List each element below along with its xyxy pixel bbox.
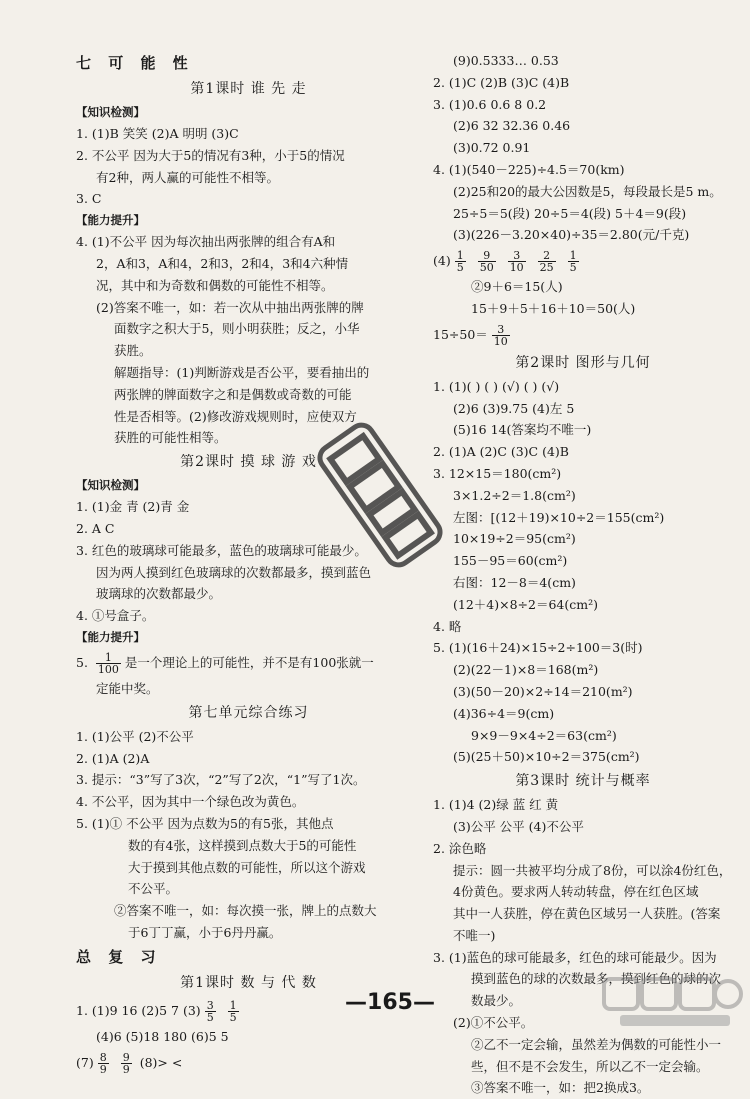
answer-line: 提示：圆一共被平均分成了8份，可以涂4份红色， bbox=[453, 862, 732, 878]
answer-line: ②乙不一定会输，虽然差为偶数的可能性小一 bbox=[471, 1036, 722, 1052]
chapter-title: 七 可 能 性 bbox=[76, 54, 194, 72]
answer-line: (5)16 14(答案均不唯一) bbox=[453, 422, 592, 438]
answer-line: 5. $\frac{1}{100}$ 是一个理论上的可能性，并不是有100张就一 bbox=[76, 650, 374, 676]
answer-line: 2. (1)A (2)A bbox=[76, 750, 150, 766]
lesson-title: 第2课时 图形与几何 bbox=[515, 354, 651, 371]
answer-line: 4. 不公平，因为其中一个绿色改为黄色。 bbox=[76, 794, 305, 810]
answer-line: (2)①不公平。 bbox=[453, 1015, 534, 1031]
answer-line: 4. (1)(540－225)÷4.5＝70(km) bbox=[433, 161, 625, 177]
answer-line: 不唯一) bbox=[453, 927, 496, 943]
answer-line: 10×19÷2＝95(cm²) bbox=[453, 531, 576, 547]
fraction: $\frac{2}{25}$ bbox=[539, 249, 554, 275]
section-tag: 【能力提升】 bbox=[76, 213, 145, 228]
chapter-title: 总 复 习 bbox=[76, 947, 162, 966]
answer-line: 3. (1)蓝色的球可能最多，红色的球可能最少。因为 bbox=[433, 949, 717, 965]
answer-line: (3)0.72 0.91 bbox=[453, 140, 531, 156]
answer-line: 5. (1)① 不公平 因为点数为5的有5张，其他点 bbox=[76, 815, 334, 831]
lesson-title: 第1课时 数 与 代 数 bbox=[180, 974, 317, 991]
answer-line: 玻璃球的次数都最少。 bbox=[96, 586, 222, 602]
answer-line: 9×9－9×4÷2＝63(cm²) bbox=[471, 727, 617, 743]
answer-line: 4份黄色。要求两人转动转盘，停在红色区域 bbox=[453, 884, 699, 900]
answer-line: (2)6 (3)9.75 (4)左 5 bbox=[453, 400, 575, 416]
answer-line: 定能中奖。 bbox=[96, 680, 159, 696]
answer-line: 数的有4张，这样摸到点数大于5的可能性 bbox=[128, 837, 357, 853]
answer-line: ②9＋6＝15(人) bbox=[471, 279, 563, 295]
answer-line: 3. 提示：“3”写了3次，“2”写了2次，“1”写了1次。 bbox=[76, 772, 366, 788]
answer-line: 摸到蓝色的球的次数最多，摸到红色的球的次 bbox=[471, 971, 722, 987]
answer-line: ②答案不唯一，如：每次摸一张，牌上的点数大 bbox=[114, 903, 377, 919]
right-column bbox=[433, 50, 733, 1099]
answer-line: 2，A和3，A和4，2和3，2和4，3和4六种情 bbox=[96, 255, 349, 271]
answer-line: 4. 略 bbox=[433, 618, 462, 634]
section-tag: 【能力提升】 bbox=[76, 629, 145, 644]
answer-line: 些，但不是不会发生，所以乙不一定会输。 bbox=[471, 1058, 709, 1074]
answer-line: (2)(22－1)×8＝168(m²) bbox=[453, 662, 599, 678]
answer-line: (4)36÷4＝9(cm) bbox=[453, 705, 555, 721]
answer-line: 两张牌的牌面数字之和是偶数或奇数的可能 bbox=[114, 386, 352, 402]
fraction: $\frac{3}{10}$ bbox=[493, 322, 508, 348]
lesson-title: 第七单元综合练习 bbox=[188, 704, 309, 721]
answer-line: 2. 不公平 因为大于5的情况有3种，小于5的情况 bbox=[76, 147, 345, 163]
answer-line: 1. (1)金 青 (2)青 金 bbox=[76, 499, 190, 515]
answer-line: 2. 涂色略 bbox=[433, 840, 487, 856]
section-tag: 【知识检测】 bbox=[76, 105, 145, 119]
answer-line: (4)6 (5)18 180 (6)5 5 bbox=[96, 1028, 229, 1044]
answer-line: 2. A C bbox=[76, 520, 115, 536]
answer-line: 数最少。 bbox=[471, 993, 522, 1009]
fraction: $\frac{1}{100}$ bbox=[97, 650, 119, 676]
answer-line: (2)答案不唯一，如：若一次从中抽出两张牌的牌 bbox=[96, 299, 364, 315]
answer-line: 2. (1)C (2)B (3)C (4)B bbox=[433, 74, 570, 90]
answer-line: 15＋9＋5＋16＋10＝50(人) bbox=[471, 300, 636, 316]
answer-line: 3. 红色的玻璃球可能最多，蓝色的玻璃球可能最少。 bbox=[76, 542, 367, 558]
answer-line: 4. (1)不公平 因为每次抽出两张牌的组合有A和 bbox=[76, 234, 336, 250]
answer-line: 性是否相等。(2)修改游戏规则时，应使双方 bbox=[114, 408, 357, 424]
answer-line: 右图：12－8＝4(cm) bbox=[453, 574, 576, 590]
fraction: $\frac{9}{50}$ bbox=[479, 249, 494, 275]
watermark-stamp-icon bbox=[300, 395, 460, 595]
answer-line: 于6丁丁赢，小于6丹丹赢。 bbox=[128, 924, 282, 940]
answer-line: 15÷50＝ $\frac{3}{10}$ bbox=[433, 322, 508, 348]
answer-line: (4) $\frac{1}{5}$ $\frac{9}{50}$ $\frac{3}{10}$ $\frac{2}{25}$ $\frac{1}{5}$ bbox=[433, 249, 577, 275]
answer-line: (3)(226－3.20×40)÷35＝2.80(元/千克) bbox=[453, 227, 690, 243]
answer-line: (12＋4)×8÷2＝64(cm²) bbox=[453, 596, 598, 612]
answer-line: 大于摸到其他点数的可能性，所以这个游戏 bbox=[128, 859, 366, 875]
fraction: $\frac{8}{9}$ bbox=[99, 1050, 107, 1076]
answer-line: 因为两人摸到红色玻璃球的次数都最多，摸到蓝色 bbox=[96, 564, 372, 580]
fraction: $\frac{1}{5}$ bbox=[229, 998, 237, 1024]
fraction: $\frac{1}{5}$ bbox=[569, 249, 577, 275]
answer-line: (7) $\frac{8}{9}$ $\frac{9}{9}$ (8)> < bbox=[76, 1050, 183, 1076]
answer-line: 155－95＝60(cm²) bbox=[453, 553, 568, 569]
watermark-corner-logo-icon bbox=[600, 975, 745, 1030]
answer-line: (3)(50－20)×2÷14＝210(m²) bbox=[453, 683, 633, 699]
answer-line: 获胜的可能性相等。 bbox=[114, 430, 227, 446]
answer-line: ③答案不唯一，如：把2换成3。 bbox=[471, 1080, 650, 1096]
fraction: $\frac{3}{10}$ bbox=[509, 249, 524, 275]
answer-line: 3. C bbox=[76, 191, 102, 207]
answer-line: (5)(25＋50)×10÷2＝375(cm²) bbox=[453, 749, 640, 765]
answer-line: 25÷5＝5(段) 20÷5＝4(段) 5＋4＝9(段) bbox=[453, 205, 687, 221]
lesson-title: 第1课时 谁 先 走 bbox=[190, 81, 307, 97]
answer-line: 3. (1)0.6 0.6 8 0.2 bbox=[433, 96, 547, 112]
answer-line: 1. (1)( ) ( ) (√) ( ) (√) bbox=[433, 378, 560, 394]
answer-line: 有2种，两人赢的可能性不相等。 bbox=[96, 169, 279, 185]
answer-line: 1. (1)9 16 (2)5 7 (3) $\frac{3}{5}$ $\frac{1}{5}$ bbox=[76, 998, 237, 1024]
fraction: $\frac{9}{9}$ bbox=[122, 1050, 130, 1076]
answer-line: 2. (1)A (2)C (3)C (4)B bbox=[433, 444, 569, 460]
answer-line: (2)6 32 32.36 0.46 bbox=[453, 118, 571, 134]
answer-line: 1. (1)4 (2)绿 蓝 红 黄 bbox=[433, 797, 559, 813]
answer-line: 左图：[(12＋19)×10÷2＝155(cm²) bbox=[453, 509, 665, 525]
answer-line: 解题指导：(1)判断游戏是否公平，要看抽出的 bbox=[114, 364, 370, 380]
answer-line: 其中一人获胜，停在黄色区域另一人获胜。(答案 bbox=[453, 906, 721, 922]
page-number: —165— bbox=[345, 990, 435, 1015]
answer-line: (9)0.5333… 0.53 bbox=[453, 53, 559, 68]
answer-line: 不公平。 bbox=[128, 881, 179, 897]
answer-line: 3. 12×15＝180(cm²) bbox=[433, 465, 562, 481]
lesson-title: 第2课时 摸 球 游 戏 bbox=[180, 454, 317, 471]
answer-line: 况，其中和为奇数和偶数的可能性不相等。 bbox=[96, 277, 334, 293]
lesson-title: 第3课时 统计与概率 bbox=[515, 773, 651, 790]
answer-line: (2)25和20的最大公因数是5，每段最长是5 m。 bbox=[453, 183, 722, 199]
section-tag: 【知识检测】 bbox=[76, 478, 145, 493]
answer-line: 1. (1)B 笑笑 (2)A 明明 (3)C bbox=[76, 126, 239, 141]
answer-line: 5. (1)(16＋24)×15÷2÷100＝3(时) bbox=[433, 640, 643, 656]
answer-line: 4. ①号盒子。 bbox=[76, 608, 155, 624]
fraction: $\frac{3}{5}$ bbox=[206, 998, 214, 1024]
answer-line: (3)公平 公平 (4)不公平 bbox=[453, 818, 584, 834]
answer-line: 面数字之积大于5，则小明获胜；反之，小华 bbox=[114, 321, 360, 337]
answer-line: 获胜。 bbox=[114, 343, 152, 359]
fraction: $\frac{1}{5}$ bbox=[456, 249, 464, 275]
answer-line: 3×1.2÷2＝1.8(cm²) bbox=[453, 487, 576, 503]
answer-line: 1. (1)公平 (2)不公平 bbox=[76, 728, 194, 744]
